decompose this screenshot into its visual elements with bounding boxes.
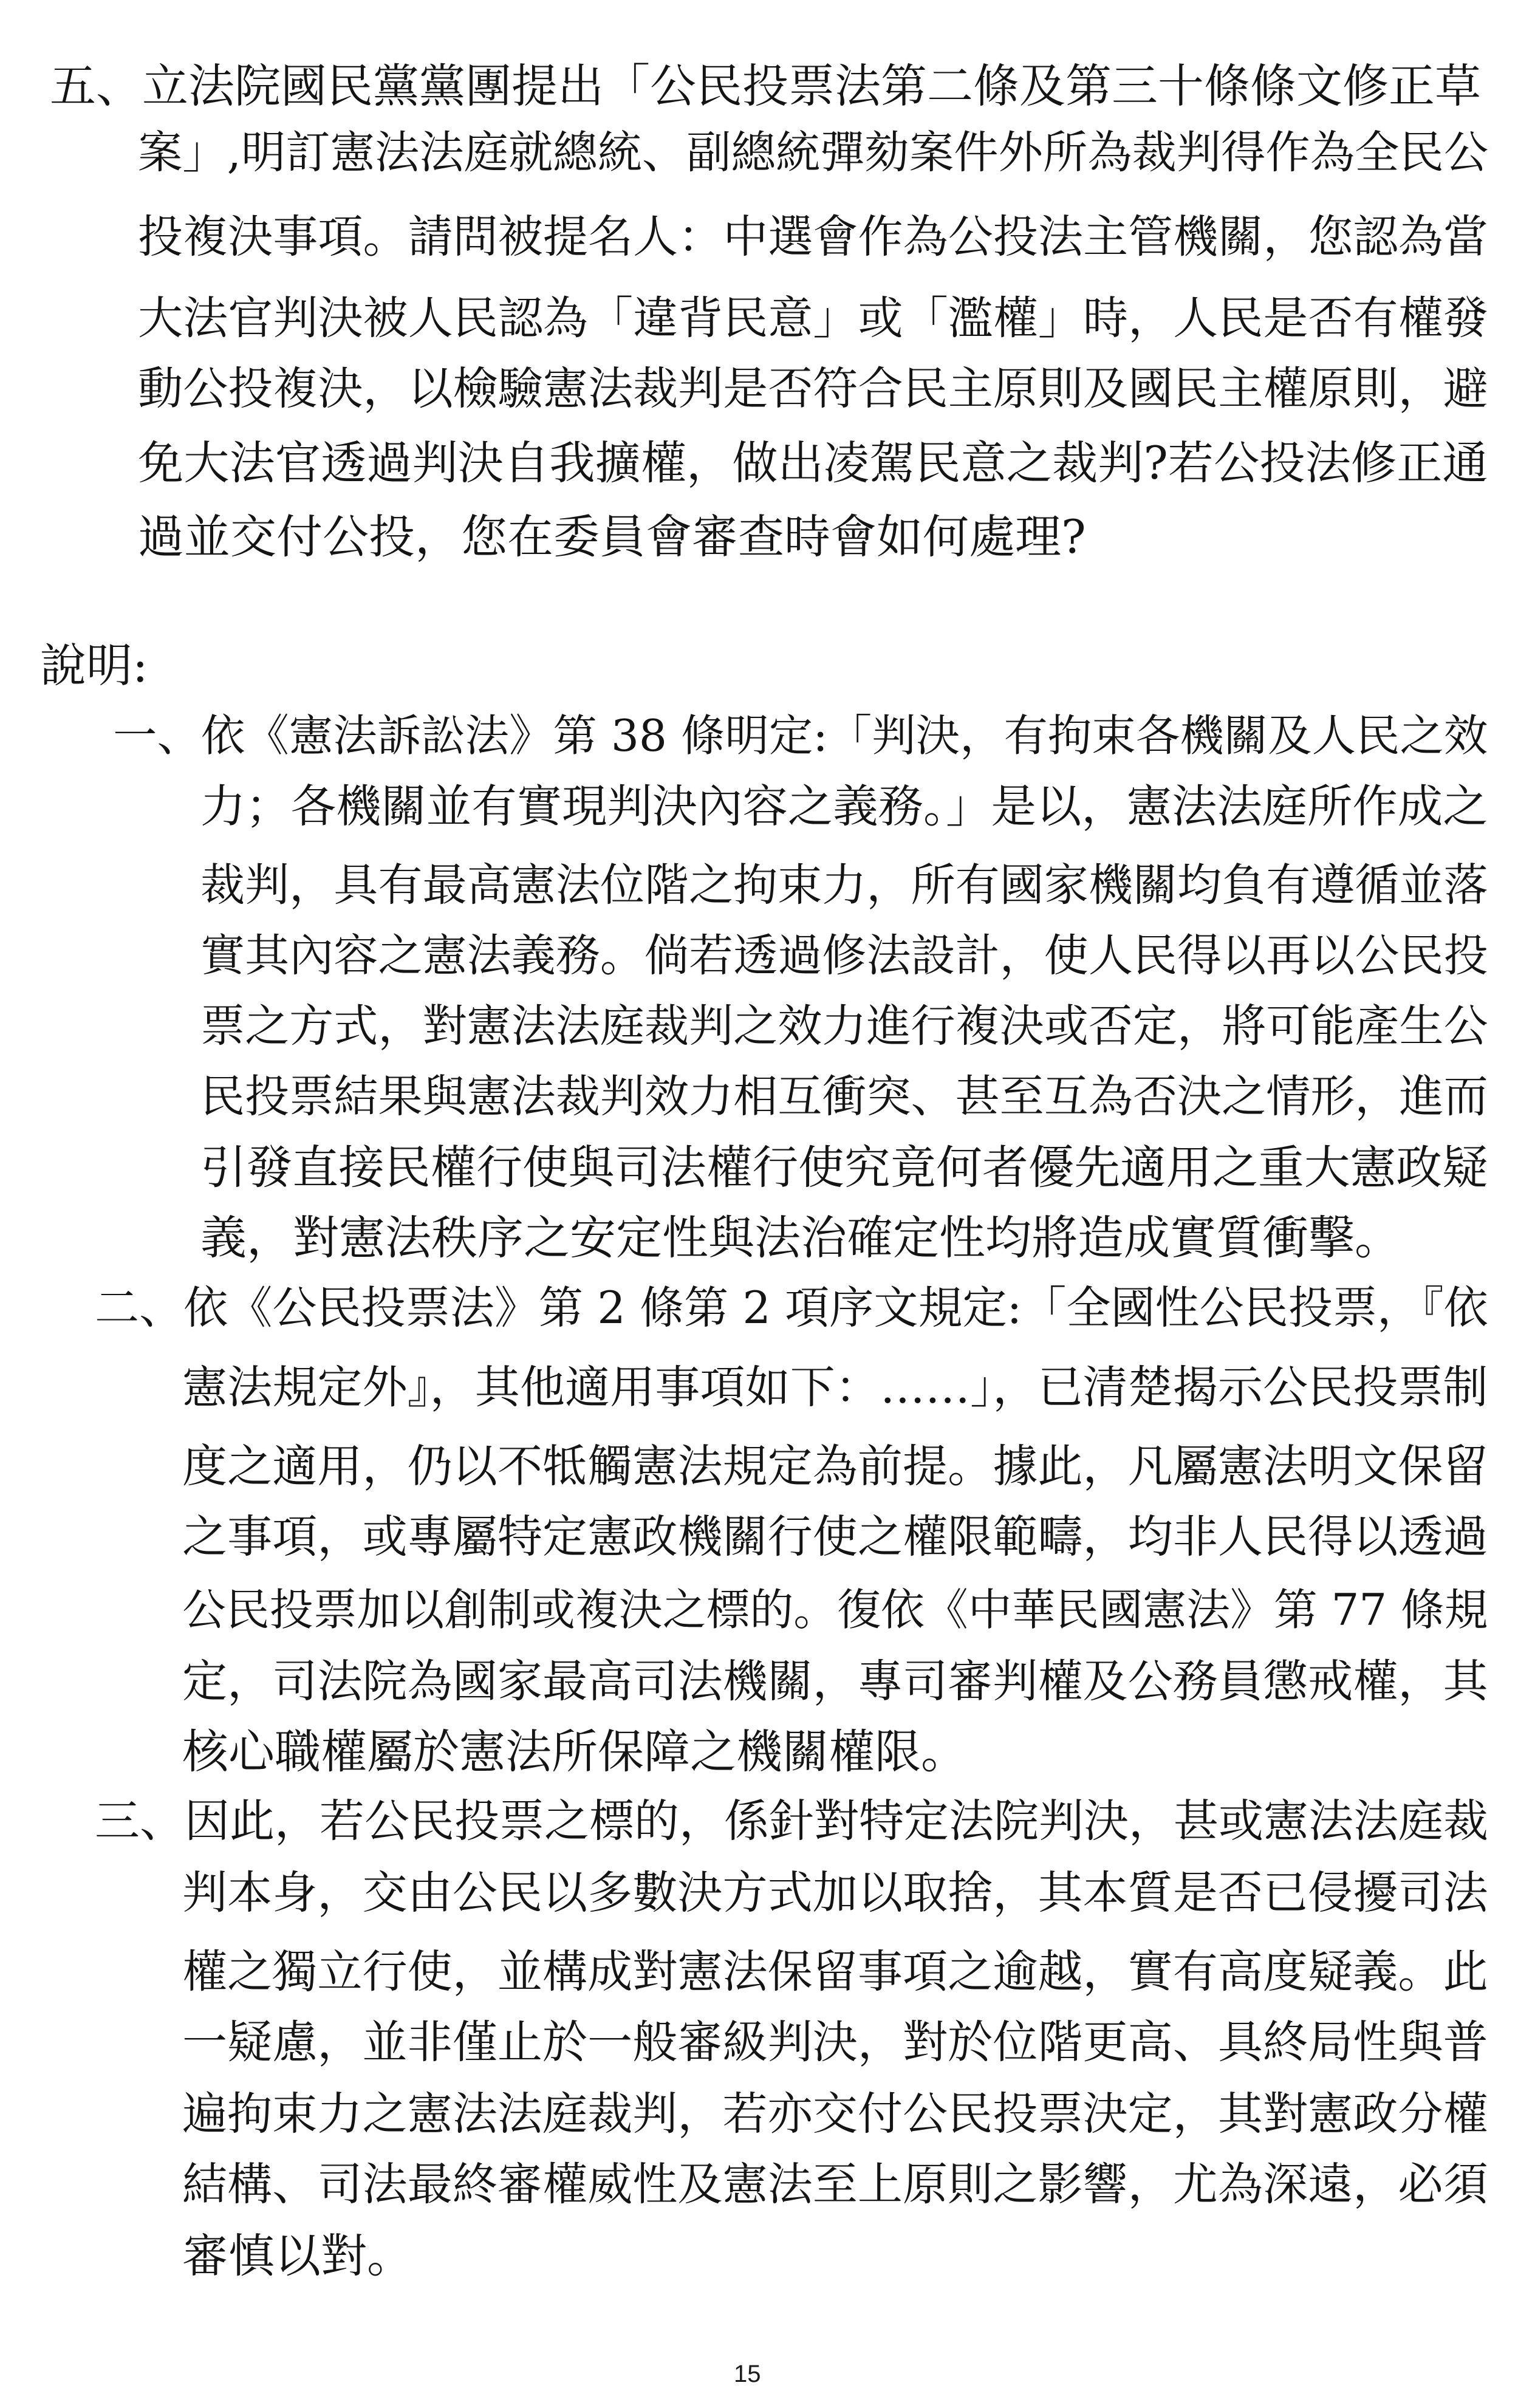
question-line: 案」,明訂憲法法庭就總統、副總統彈劾案件外所為裁判得作為全民公 [138, 127, 1489, 179]
item-line: 二、依《公民投票法》第 2 條第 2 項序文規定:「全國性公民投票，『依 [95, 1282, 1488, 1334]
question-line: 過並交付公投，您在委員會審查時會如何處理? [138, 510, 1086, 564]
item-line: 民投票結果與憲法裁判效力相互衝突、甚至互為否決之情形，進而 [200, 1071, 1488, 1123]
question-line: 大法官判決被人民認為「違背民意」或「濫權」時，人民是否有權發 [138, 292, 1488, 344]
question-line: 投複決事項。請問被提名人：中選會作為公投法主管機關，您認為當 [138, 211, 1488, 263]
question-line: 動公投複決，以檢驗憲法裁判是否符合民主原則及國民主權原則，避 [138, 363, 1488, 415]
item-line: 力；各機關並有實現判決內容之義務。」是以，憲法法庭所作成之 [200, 780, 1488, 833]
item-line: 定，司法院為國家最高司法機關，專司審判權及公務員懲戒權，其 [182, 1655, 1488, 1708]
question-line: 免大法官透過判決自我擴權，做出凌駕民意之裁判?若公投法修正通 [138, 436, 1488, 490]
item-line: 判本身，交由公民以多數決方式加以取捨，其本質是否已侵擾司法 [182, 1867, 1488, 1919]
item-line: 裁判，具有最高憲法位階之拘束力，所有國家機關均負有遵循並落 [200, 860, 1488, 911]
item-line: 義，對憲法秩序之安定性與法治確定性均將造成實質衝擊。 [200, 1211, 1401, 1265]
page-number: 15 [734, 2361, 761, 2387]
item-line: 一疑慮，並非僅止於一般審級判決，對於位階更高、具終局性與普 [182, 2016, 1488, 2068]
question-line: 五、立法院國民黨黨團提出「公民投票法第二條及第三十條條文修正草 [50, 59, 1481, 113]
item-line: 實其內容之憲法義務。倘若透過修法設計，使人民得以再以公民投 [200, 930, 1488, 982]
item-line: 遍拘束力之憲法法庭裁判，若亦交付公民投票決定，其對憲政分權 [182, 2088, 1488, 2140]
explanation-heading: 說明: [40, 638, 148, 693]
item-line: 憲法規定外』，其他適用事項如下：……」，已清楚揭示公民投票制 [182, 1361, 1488, 1414]
item-line: 票之方式，對憲法法庭裁判之效力進行複決或否定，將可能產生公 [200, 1000, 1488, 1052]
item-line: 度之適用，仍以不牴觸憲法規定為前提。據此，凡屬憲法明文保留 [182, 1440, 1488, 1493]
item-line: 核心職權屬於憲法所保障之機關權限。 [182, 1725, 967, 1779]
item-line: 審慎以對。 [182, 2229, 413, 2283]
item-line: 公民投票加以創制或複決之標的。復依《中華民國憲法》第 77 條規 [182, 1584, 1488, 1635]
item-line: 之事項，或專屬特定憲政機關行使之權限範疇，均非人民得以透過 [182, 1511, 1488, 1563]
item-line: 三、因此，若公民投票之標的，係針對特定法院判決，甚或憲法法庭裁 [95, 1795, 1488, 1847]
item-line: 引發直接民權行使與司法權行使究竟何者優先適用之重大憲政疑 [200, 1141, 1488, 1194]
item-line: 一、依《憲法訴訟法》第 38 條明定:「判決，有拘束各機關及人民之效 [113, 711, 1488, 762]
item-line: 權之獨立行使，並構成對憲法保留事項之逾越，實有高度疑義。此 [182, 1946, 1488, 1998]
item-line: 結構、司法最終審權威性及憲法至上原則之影響，尤為深遠，必須 [182, 2158, 1488, 2211]
